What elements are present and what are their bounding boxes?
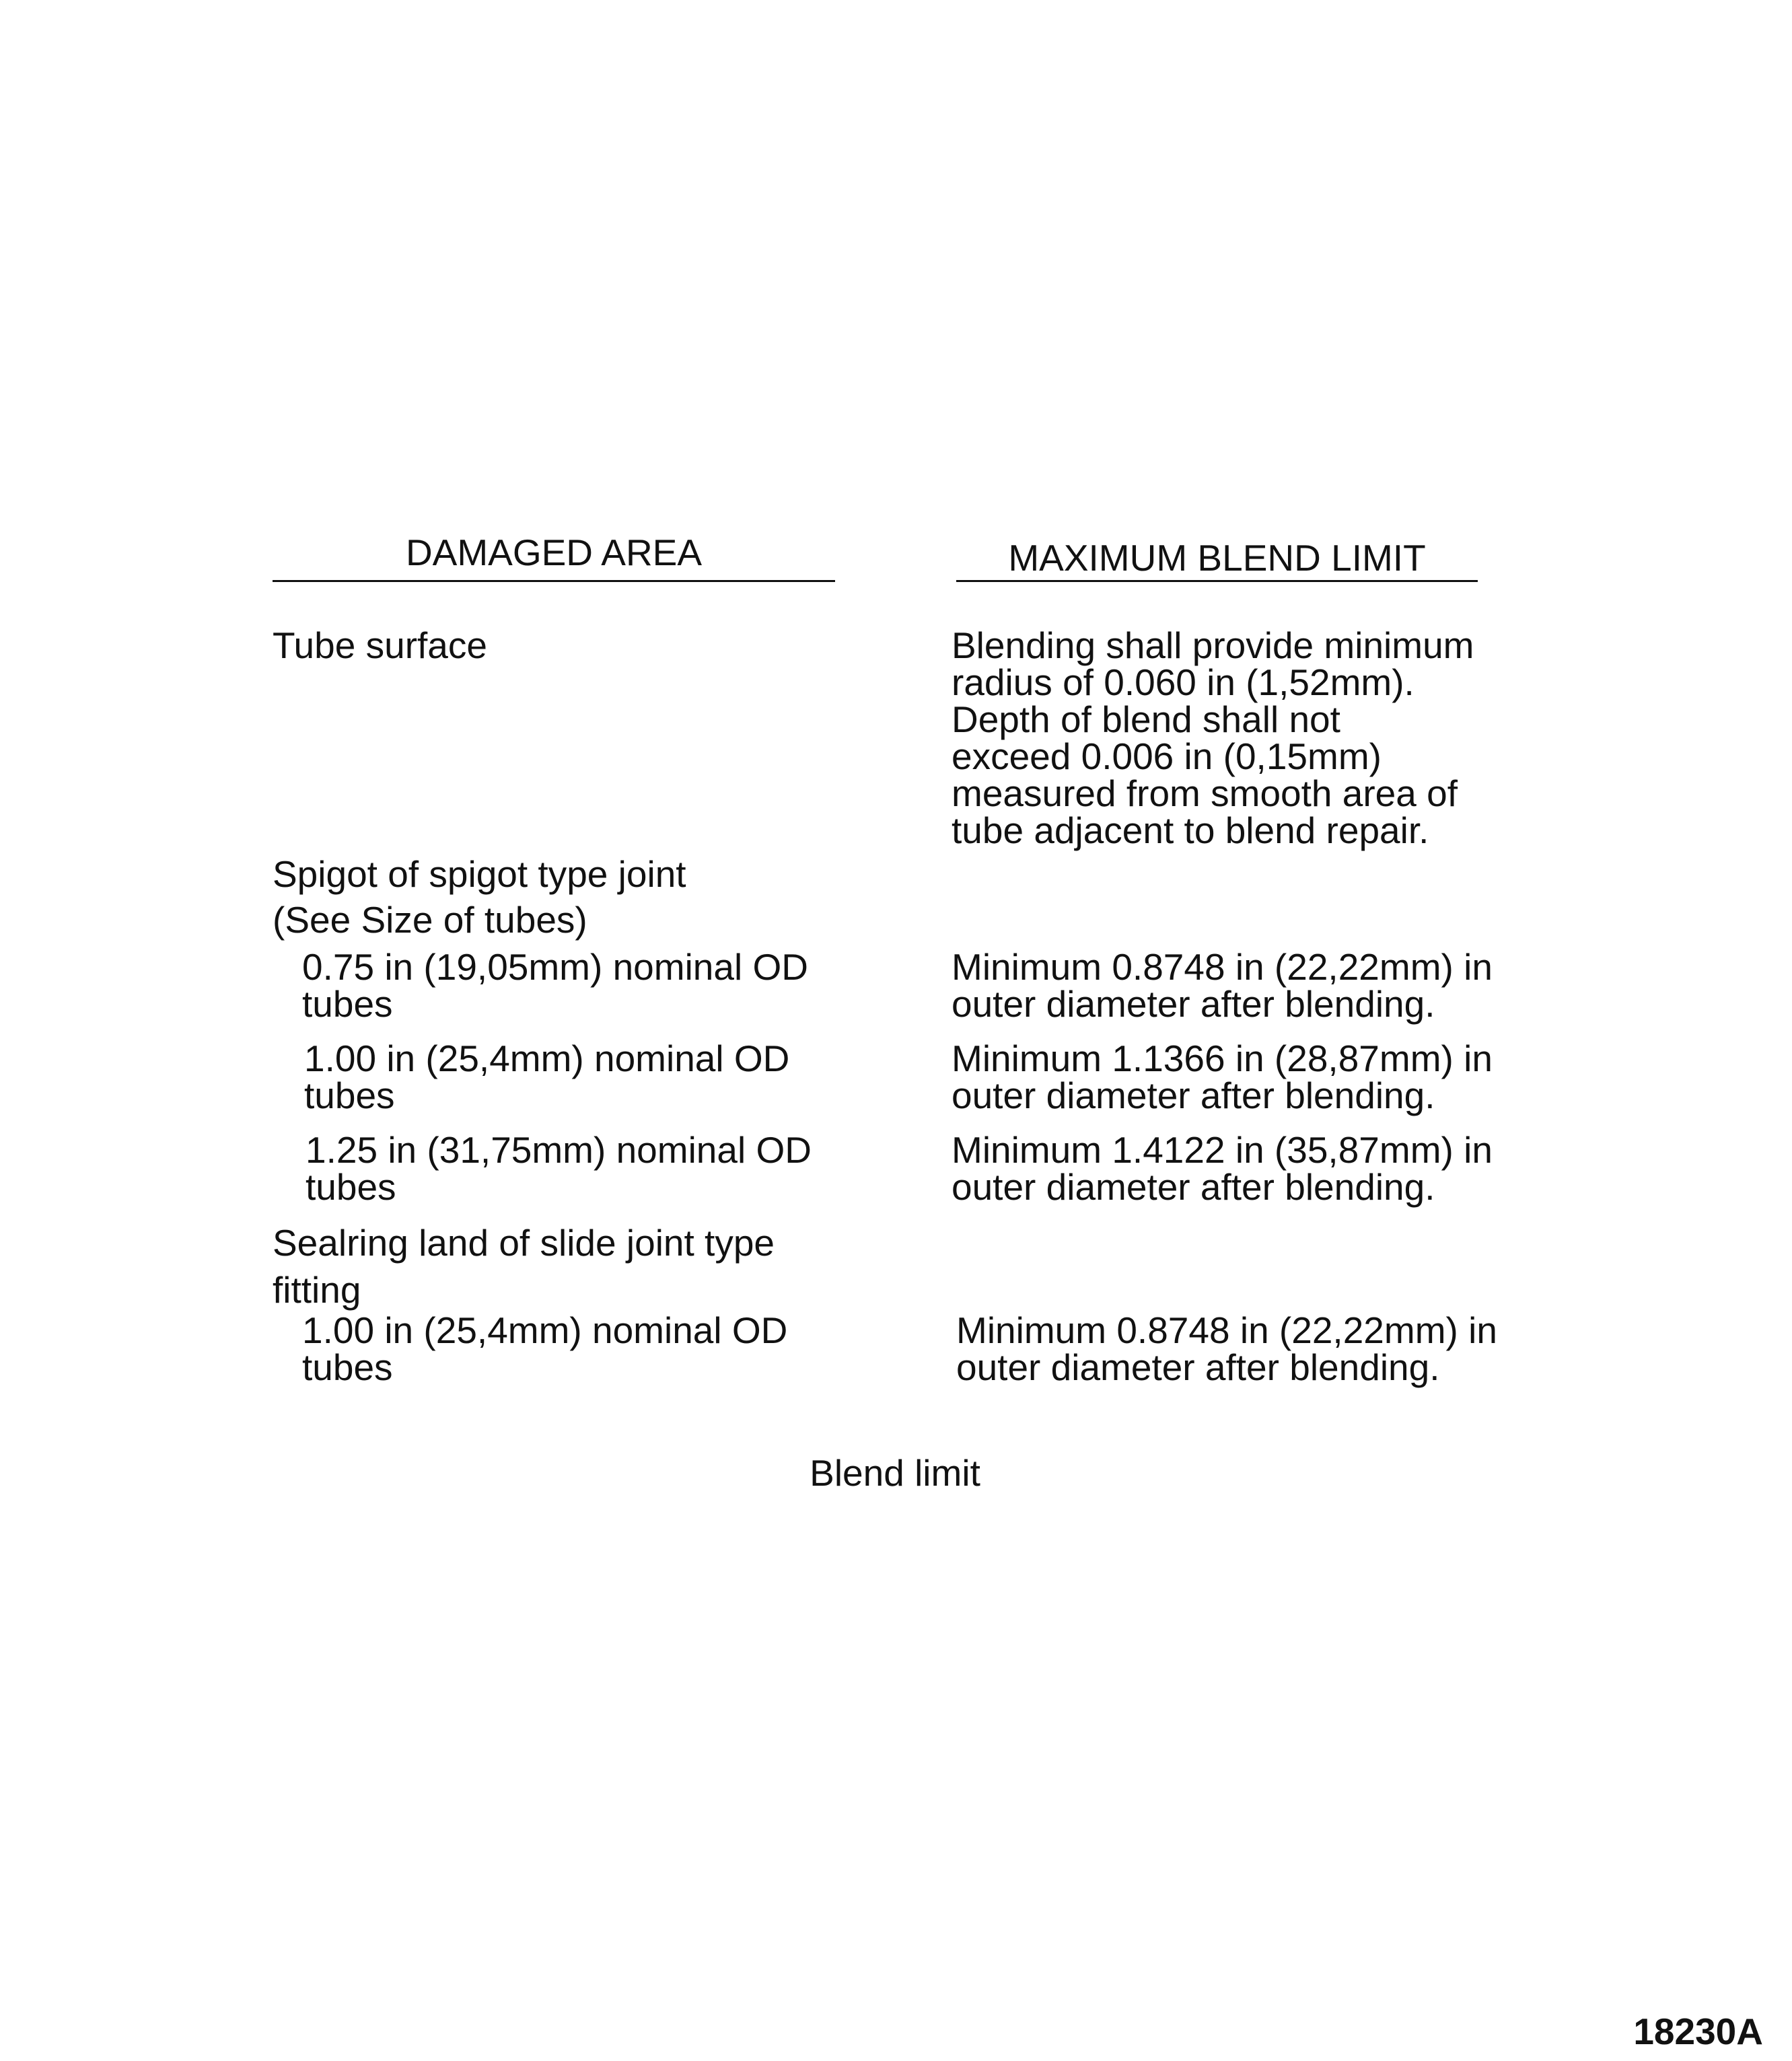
area-line: 1.25 in (31,75mm) nominal OD — [306, 1129, 812, 1171]
area-line: tubes — [302, 983, 393, 1025]
limit-line: outer diameter after blending. — [952, 1075, 1435, 1116]
area-line: 1.00 in (25,4mm) nominal OD — [304, 1038, 790, 1079]
damaged-area-header: DAMAGED AREA — [405, 532, 703, 573]
limit-line: Minimum 1.4122 in (35,87mm) in — [952, 1129, 1493, 1171]
area-tube-125 — [306, 1129, 812, 1208]
limit-tube-100 — [952, 1040, 1493, 1114]
limit-tube-125 — [952, 1129, 1493, 1208]
limit-tube-075 — [952, 946, 1493, 1025]
limit-line: Blending shall provide minimum — [952, 624, 1474, 666]
max-blend-limit-header: MAXIMUM BLEND LIMIT — [1008, 537, 1426, 579]
limit-line: outer diameter after blending. — [956, 1346, 1440, 1388]
area-tube-surface: Tube surface — [273, 624, 487, 666]
area-line: tubes — [302, 1346, 393, 1388]
limit-line: measured from smooth area of — [952, 772, 1458, 814]
limit-line: outer diameter after blending. — [952, 983, 1435, 1025]
header-underline-right — [956, 580, 1478, 582]
area-line: tubes — [306, 1166, 396, 1208]
area-line: 0.75 in (19,05mm) nominal OD — [302, 946, 808, 988]
limit-sealring-tube-100 — [956, 1309, 1497, 1388]
area-line: tubes — [304, 1075, 395, 1116]
area-sealring-fitting: fitting — [273, 1269, 361, 1311]
limit-line: radius of 0.060 in (1,52mm). — [952, 661, 1414, 703]
figure-number: 18230A — [1633, 2011, 1763, 2052]
limit-line: Minimum 0.8748 in (22,22mm) in — [956, 1309, 1497, 1351]
area-spigot-joint: Spigot of spigot type joint — [273, 853, 686, 895]
header-underline-left — [273, 580, 835, 582]
area-tube-100 — [304, 1040, 789, 1114]
area-sealring-land: Sealring land of slide joint type — [273, 1222, 775, 1264]
area-spigot-note: (See Size of tubes) — [273, 899, 587, 941]
limit-line: outer diameter after blending. — [952, 1166, 1435, 1208]
limit-line: Minimum 0.8748 in (22,22mm) in — [952, 946, 1493, 988]
area-tube-075 — [302, 946, 808, 1025]
limit-line: tube adjacent to blend repair. — [952, 809, 1429, 851]
limit-line: exceed 0.006 in (0,15mm) — [952, 735, 1382, 777]
limit-line: Minimum 1.1366 in (28,87mm) in — [952, 1038, 1493, 1079]
limit-line: Depth of blend shall not — [952, 698, 1340, 740]
limit-tube-surface — [952, 624, 1474, 851]
area-line: 1.00 in (25,4mm) nominal OD — [302, 1309, 788, 1351]
figure-caption: Blend limit — [810, 1452, 980, 1494]
area-sealring-tube-100 — [302, 1309, 788, 1388]
